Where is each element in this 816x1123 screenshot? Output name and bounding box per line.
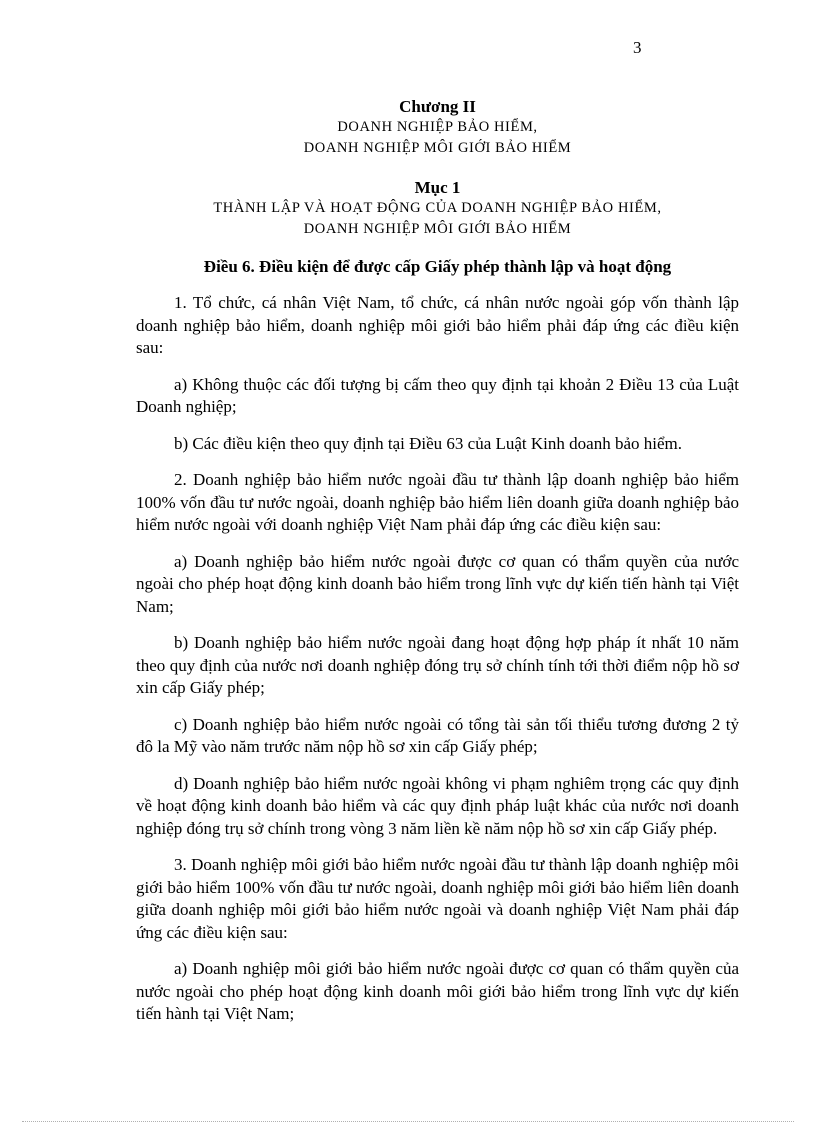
section-subtitle-line-2: DOANH NGHIỆP MÔI GIỚI BẢO HIỂM: [303, 221, 572, 237]
paragraph-2b: b) Doanh nghiệp bảo hiểm nước ngoài đang hoạt động hợp pháp ít nhất 10 năm theo quy định của nước nơi doanh nghiệp đóng trụ sở chính tính tới thời điểm nộp hồ sơ xin cấp Giấy phép;: [136, 633, 739, 697]
paragraph-3: 3. Doanh nghiệp môi giới bảo hiểm nước ngoài đầu tư thành lập doanh nghiệp môi giới bảo hiểm 100% vốn đầu tư nước ngoài, doanh nghiệp môi giới bảo hiểm liên doanh giữa doanh nghiệp môi giới bảo hiểm nước ngoài và doanh nghiệp Việt Nam phải đáp ứng các điều kiện sau:: [136, 855, 739, 942]
paragraph-2d: d) Doanh nghiệp bảo hiểm nước ngoài không vi phạm nghiêm trọng các quy định về hoạt động kinh doanh bảo hiểm và các quy định pháp luật khác của nước nơi doanh nghiệp đóng trụ sở chính trong vòng 3 năm liền kề năm nộp hồ sơ xin cấp Giấy phép.: [136, 773, 739, 838]
page-bottom-rule: [22, 1121, 794, 1122]
paragraph-2: 2. Doanh nghiệp bảo hiểm nước ngoài đầu tư thành lập doanh nghiệp bảo hiểm 100% vốn đầu tư nước ngoài, doanh nghiệp bảo hiểm liên doanh giữa doanh nghiệp bảo hiểm nước ngoài với doanh nghiệp Việt Nam phải đáp ứng các điều kiện sau:: [136, 470, 739, 534]
section-title: Mục 1: [414, 178, 461, 197]
paragraph-3a: a) Doanh nghiệp môi giới bảo hiểm nước ngoài được cơ quan có thẩm quyền của nước ngoài cho phép hoạt động kinh doanh môi giới bảo hiểm trong lĩnh vực dự kiến tiến hành tại Việt Nam;: [136, 959, 739, 1023]
paragraph-1b: b) Các điều kiện theo quy định tại Điều 63 của Luật Kinh doanh bảo hiểm.: [174, 433, 682, 453]
document-body: [136, 96, 739, 1026]
chapter-title: Chương II: [399, 97, 476, 116]
paragraph-2a: a) Doanh nghiệp bảo hiểm nước ngoài được cơ quan có thẩm quyền của nước ngoài cho phép hoạt động kinh doanh bảo hiểm trong lĩnh vực dự kiến tiến hành tại Việt Nam;: [136, 551, 739, 616]
chapter-subtitle-line-1: DOANH NGHIỆP BẢO HIỂM,: [337, 119, 538, 135]
section-subtitle-line-1: THÀNH LẬP VÀ HOẠT ĐỘNG CỦA DOANH NGHIỆP BẢO HIỂM,: [213, 200, 662, 216]
paragraph-1: 1. Tổ chức, cá nhân Việt Nam, tổ chức, cá nhân nước ngoài góp vốn thành lập doanh nghiệp bảo hiểm, doanh nghiệp môi giới bảo hiểm phải đáp ứng các điều kiện sau:: [136, 293, 739, 357]
chapter-subtitle-line-2: DOANH NGHIỆP MÔI GIỚI BẢO HIỂM: [303, 140, 572, 156]
page-number: 3: [633, 38, 642, 57]
article-title: Điều 6. Điều kiện để được cấp Giấy phép thành lập và hoạt động: [203, 257, 672, 276]
chapter-heading: [136, 96, 739, 159]
paragraph-2c: c) Doanh nghiệp bảo hiểm nước ngoài có tổng tài sản tối thiểu tương đương 2 tỷ đô la Mỹ vào năm trước năm nộp hồ sơ xin cấp Giấy phép;: [136, 714, 739, 756]
section-heading: [136, 177, 739, 240]
paragraph-1a: a) Không thuộc các đối tượng bị cấm theo quy định tại khoản 2 Điều 13 của Luật Doanh nghiệp;: [136, 374, 739, 416]
